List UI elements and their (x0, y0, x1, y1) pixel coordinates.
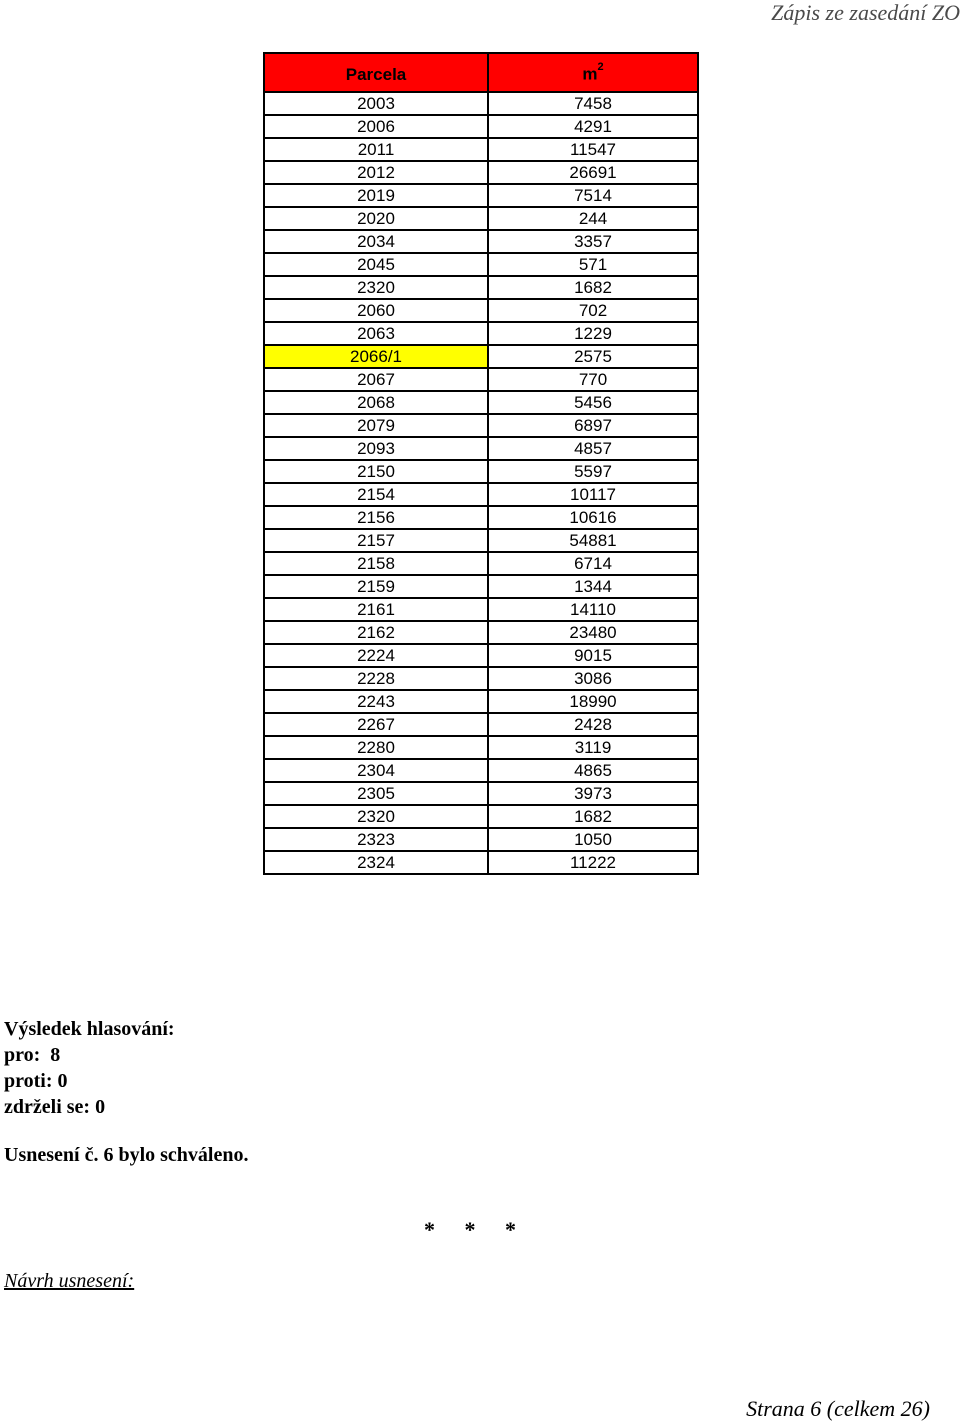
table-row (264, 207, 698, 230)
area-cell: 1229 (488, 322, 698, 345)
parcel-cell: 2320 (264, 276, 488, 299)
resolution-approved: Usnesení č. 6 bylo schváleno. (4, 1144, 249, 1166)
area-cell: 6714 (488, 552, 698, 575)
table-body (264, 92, 698, 874)
parcel-cell: 2150 (264, 460, 488, 483)
table-row (264, 644, 698, 667)
parcel-cell: 2020 (264, 207, 488, 230)
area-cell: 4857 (488, 437, 698, 460)
parcel-cell: 2079 (264, 414, 488, 437)
area-cell: 1344 (488, 575, 698, 598)
parcel-cell: 2224 (264, 644, 488, 667)
table-row (264, 414, 698, 437)
area-cell: 23480 (488, 621, 698, 644)
area-cell: 54881 (488, 529, 698, 552)
area-cell: 10616 (488, 506, 698, 529)
parcel-cell: 2093 (264, 437, 488, 460)
document-header: Zápis ze zasedání ZO (771, 0, 960, 25)
area-cell: 702 (488, 299, 698, 322)
table-row (264, 506, 698, 529)
parcel-cell: 2323 (264, 828, 488, 851)
table-row (264, 391, 698, 414)
parcel-cell: 2019 (264, 184, 488, 207)
parcel-cell: 2267 (264, 713, 488, 736)
area-cell: 770 (488, 368, 698, 391)
area-cell: 14110 (488, 598, 698, 621)
area-cell: 4291 (488, 115, 698, 138)
table-row (264, 161, 698, 184)
parcel-cell: 2158 (264, 552, 488, 575)
parcel-cell: 2060 (264, 299, 488, 322)
parcel-cell: 2156 (264, 506, 488, 529)
parcel-cell: 2162 (264, 621, 488, 644)
area-cell: 5456 (488, 391, 698, 414)
area-cell: 7458 (488, 92, 698, 115)
area-cell: 1682 (488, 805, 698, 828)
table-row (264, 92, 698, 115)
area-cell: 1050 (488, 828, 698, 851)
parcel-cell: 2161 (264, 598, 488, 621)
parcel-cell: 2305 (264, 782, 488, 805)
table-row (264, 667, 698, 690)
table-row (264, 690, 698, 713)
parcel-cell: 2045 (264, 253, 488, 276)
table-row (264, 851, 698, 874)
area-unit: m (582, 64, 598, 84)
area-cell: 11547 (488, 138, 698, 161)
parcel-cell: 2154 (264, 483, 488, 506)
area-cell: 7514 (488, 184, 698, 207)
parcel-cell: 2157 (264, 529, 488, 552)
area-cell: 10117 (488, 483, 698, 506)
table-row (264, 483, 698, 506)
parcel-cell: 2012 (264, 161, 488, 184)
area-cell: 1682 (488, 276, 698, 299)
table-row (264, 322, 698, 345)
area-cell: 18990 (488, 690, 698, 713)
table-row (264, 621, 698, 644)
table-row (264, 299, 698, 322)
area-cell: 2575 (488, 345, 698, 368)
area-cell: 4865 (488, 759, 698, 782)
table-row (264, 598, 698, 621)
parcel-cell: 2068 (264, 391, 488, 414)
area-cell: 2428 (488, 713, 698, 736)
parcel-cell: 2280 (264, 736, 488, 759)
table-row (264, 736, 698, 759)
table-row (264, 828, 698, 851)
table-row (264, 552, 698, 575)
parcel-cell: 2228 (264, 667, 488, 690)
column-header-parcel: Parcela (264, 53, 488, 92)
vote-against: proti: 0 (4, 1070, 68, 1092)
parcel-cell: 2063 (264, 322, 488, 345)
area-cell: 11222 (488, 851, 698, 874)
parcel-cell: 2320 (264, 805, 488, 828)
table-row (264, 184, 698, 207)
area-cell: 3119 (488, 736, 698, 759)
parcel-cell: 2034 (264, 230, 488, 253)
table-row (264, 759, 698, 782)
parcel-cell: 2067 (264, 368, 488, 391)
vote-for: pro: 8 (4, 1044, 61, 1066)
parcel-cell: 2159 (264, 575, 488, 598)
parcel-cell: 2243 (264, 690, 488, 713)
vote-result (4, 1016, 175, 1120)
table-row (264, 115, 698, 138)
table-row (264, 782, 698, 805)
parcel-cell: 2324 (264, 851, 488, 874)
table-row (264, 230, 698, 253)
parcel-cell: 2006 (264, 115, 488, 138)
column-header-area (488, 53, 698, 92)
vote-abstain: zdrželi se: 0 (4, 1096, 106, 1118)
area-cell: 244 (488, 207, 698, 230)
area-cell: 9015 (488, 644, 698, 667)
section-separator: * * * (424, 1217, 516, 1242)
table-row (264, 253, 698, 276)
parcel-cell: 2304 (264, 759, 488, 782)
area-cell: 6897 (488, 414, 698, 437)
table-row (264, 805, 698, 828)
area-cell: 3973 (488, 782, 698, 805)
parcel-cell: 2003 (264, 92, 488, 115)
area-cell: 26691 (488, 161, 698, 184)
vote-title: Výsledek hlasování: (4, 1018, 175, 1040)
table-row (264, 345, 698, 368)
area-cell: 5597 (488, 460, 698, 483)
table-row (264, 575, 698, 598)
table-row (264, 713, 698, 736)
table-row (264, 529, 698, 552)
table-row (264, 437, 698, 460)
table-header-row (264, 53, 698, 92)
table-row (264, 368, 698, 391)
area-cell: 3357 (488, 230, 698, 253)
table-row (264, 276, 698, 299)
proposal-label: Návrh usnesení: (4, 1270, 135, 1292)
area-unit-exponent: 2 (597, 61, 604, 73)
table-row (264, 460, 698, 483)
table-row (264, 138, 698, 161)
page-footer: Strana 6 (celkem 26) (746, 1396, 930, 1421)
parcel-table (263, 52, 699, 875)
area-cell: 571 (488, 253, 698, 276)
parcel-cell: 2066/1 (264, 345, 488, 368)
area-cell: 3086 (488, 667, 698, 690)
parcel-cell: 2011 (264, 138, 488, 161)
